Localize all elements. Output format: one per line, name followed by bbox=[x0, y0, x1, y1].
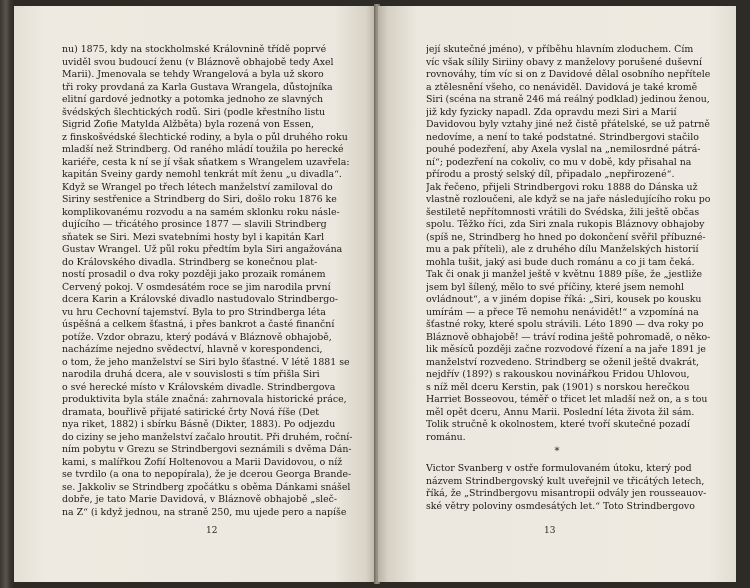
text-line: narodila druhá dcera, ale v souvislosti s tím přišla Siri bbox=[62, 369, 320, 380]
text-line: Sigrid Žofie Matylda Alžběta) byla rozená von Essen, bbox=[62, 119, 314, 130]
text-line: říká, že „Strindbergovu misantropii odvály jen rousseauov- bbox=[426, 488, 707, 499]
text-line: Gustav Wrangel. Už půl roku předtím byla Siri angažována bbox=[62, 244, 343, 255]
text-line: šťastné roky, které spolu strávili. Léto 1890 — dva roky po bbox=[426, 319, 704, 330]
text-line: švédských šlechtických rodů. Siri (podle křestního listu bbox=[62, 106, 326, 118]
text-line: se. Jakkoliv se Strindberg zpočátku s oběma Dánkami snášel bbox=[62, 481, 351, 493]
text-line: na Z“ (i když jednou, na straně 250, mu ujede pero a napíše bbox=[62, 506, 347, 518]
text-line: o své herecké místo v Královském divadle. Strindbergova bbox=[62, 381, 336, 393]
text-line: z finskošvédské šlechtické rodiny, a byla o půl druhého roku bbox=[62, 131, 348, 143]
left-page-number: 12 bbox=[206, 526, 218, 536]
text-line: Siriny sestřenice a Strindberg do Siri, došlo roku 1876 ke bbox=[62, 194, 337, 205]
text-line: kariéře, cesta k ní se jí však sňatkem s Wrangelem uzavřela: bbox=[62, 156, 350, 168]
right-page-text bbox=[426, 44, 710, 444]
right-page bbox=[378, 6, 736, 582]
text-line: mu a pak příteli), ale z druhého dílu Manželských historií bbox=[426, 244, 699, 255]
text-line: spolu. Těžko říci, zda Siri znala rukopis Bláznovy obhajoby bbox=[426, 219, 705, 230]
text-line: rovnováhy, tím víc si on z Davidové dělal osobního nepřítele bbox=[426, 69, 710, 80]
text-line: se tvrdilo (a ona to nepopírala), že je dcerou Georga Brande- bbox=[62, 469, 352, 480]
text-line: Siri (scéna na straně 246 má reálný podklad) jedinou ženou, bbox=[426, 94, 710, 105]
text-line: tři roky provdaná za Karla Gustava Wrangela, důstojníka bbox=[62, 81, 333, 93]
text-line: uviděl svou budoucí ženu (v Bláznově obhajobě tedy Axel bbox=[62, 56, 334, 68]
text-line: kapitán Sveiny gardy nemohl tenkrát mít ženu „u divadla“. bbox=[62, 169, 342, 180]
text-line: nu) 1875, kdy na stockholmské Královnině třídě poprvé bbox=[62, 44, 327, 55]
text-line: Marii). Jmenovala se tehdy Wrangelová a byla už skoro bbox=[62, 69, 324, 80]
text-line: Harriet Bosseovou, téměř o třicet let mladší než on, a s tou bbox=[426, 394, 708, 405]
text-line: vlastně rozloučeni, ale když se na jaře následujícího roku po bbox=[426, 194, 710, 205]
text-line: dcera Karin a Královské divadlo nastudovalo Strindbergo- bbox=[62, 294, 339, 305]
text-line: Tolik stručně k okolnostem, které tvoří skutečné pozadí bbox=[426, 419, 691, 430]
text-line: dramata, bouřlivě přijaté satirické črty Nová říše (Det bbox=[62, 406, 320, 418]
left-page-text bbox=[62, 44, 352, 519]
text-line: měl opět dceru, Annu Marii. Poslední léta života žil sám. bbox=[426, 406, 695, 418]
text-line: mladší než Strindberg. Od raného mládí toužila po herecké bbox=[62, 144, 344, 155]
text-line: šestiletě nepřítomnosti vrátili do Švédska, žili ještě občas bbox=[426, 206, 700, 218]
text-line: potíže. Vzdor obrazu, který podává v Bláznově obhajobě, bbox=[62, 331, 332, 343]
text-line: ní“; podezření na cokoliv, co mu v době, kdy přisahal na bbox=[426, 156, 692, 168]
text-line: elitní gardové jednotky a potomka jednoho ze slavných bbox=[62, 94, 324, 105]
text-line: do Královského divadla. Strindberg se konečnou plat- bbox=[62, 256, 318, 268]
text-line: kami, s malířkou Žofií Holtenovou a Marii Davidovou, o níž bbox=[62, 456, 343, 468]
text-line: manželství rozvedeno. Strindberg se oženil ještě dvakrát, bbox=[426, 356, 699, 368]
text-line: ské větry poloviny osmdesátých let.“ Toto Strindbergovo bbox=[426, 500, 695, 512]
text-line: úspěšná a celkem šťastná, i přes bankrot a časté finanční bbox=[62, 319, 335, 330]
right-page-text-continued bbox=[426, 463, 710, 513]
text-line: sňatek se Siri. Mezi svatebními hosty byl i kapitán Karl bbox=[62, 231, 325, 243]
text-line: Červený pokoj. V osmdesátém roce se jim narodila první bbox=[62, 281, 331, 293]
text-line: do ciziny se jeho manželství začalo hroutit. Při druhém, roční- bbox=[62, 431, 352, 443]
text-line: a ztělesnění všeho, co nenáviděl. Davidová je také kromě bbox=[426, 81, 698, 93]
text-line: dujícího — třicátého prosince 1877 — slavili Strindberg bbox=[62, 219, 327, 230]
text-line: ním pobytu v Grezu se Strindbergovi seznámili s dvěma Dán- bbox=[62, 444, 352, 455]
text-line: lik měsíců později začne rozvodové řízení a na jaře 1891 je bbox=[426, 344, 706, 355]
left-page bbox=[14, 6, 376, 582]
text-line: nejdřív (189?) s rakouskou novinářkou Fridou Uhlovou, bbox=[426, 369, 690, 380]
text-line: nacházíme nejedno svědectví, hlavně v korespondenci, bbox=[62, 344, 323, 355]
text-line: umírám — a přece Tě nemohu nenávidět!“ a vzpomíná na bbox=[426, 306, 699, 318]
text-line: o tom, že jeho manželství se Siri bylo šťastné. V létě 1881 se bbox=[62, 356, 350, 368]
text-line: nya riket, 1882) i sbírku Básně (Dikter, 1883). Po odjezdu bbox=[62, 419, 336, 430]
text-line: (spíš ne, Strindberg ho hned po dokončení svěřil příbuzné- bbox=[426, 231, 706, 243]
text-line: víc však sílily Siriiny obavy z manželovy porušené duševní bbox=[426, 56, 702, 68]
text-line: Victor Svanberg v ostře formulovaném útoku, který pod bbox=[426, 463, 692, 474]
text-line: Jak řečeno, přijeli Strindbergovi roku 1888 do Dánska už bbox=[426, 181, 698, 193]
text-line: názvem Strindbergovský kult uveřejnil ve třicátých letech, bbox=[426, 475, 705, 487]
text-line: její skutečné jméno), v příběhu hlavním zloduchem. Čím bbox=[426, 44, 694, 55]
text-line: ností prosadil o dva roky později jako prozaik románem bbox=[62, 269, 326, 280]
text-line: ovládnout“, a v jiném dopise říká: „Siri, kousek po kousku bbox=[426, 294, 702, 305]
text-line: pouhé podezření, aby Axela vyslal na „nemilosrdné pátrá- bbox=[426, 144, 701, 155]
text-line: s níž měl dceru Kerstin, pak (1901) s norskou herečkou bbox=[426, 381, 690, 393]
text-line: Tak či onak ji manžel ještě v květnu 1889 píše, že „jestliže bbox=[426, 269, 702, 280]
text-line: románu. bbox=[426, 431, 466, 443]
text-line: mohla tušit, jaký asi bude duch románu a co ji tam čeká. bbox=[426, 256, 695, 268]
text-line: přírodu a prostý selský díl, připadalo „nepřirozené“. bbox=[426, 169, 675, 180]
text-line: komplikovanému rozvodu a na samém sklonku roku násle- bbox=[62, 206, 340, 218]
text-line: nedovíme, a není to také podstatné. Strindbergovi stačilo bbox=[426, 131, 699, 143]
right-page-number: 13 bbox=[544, 526, 556, 536]
text-line: Když se Wrangel po třech létech manželství zamiloval do bbox=[62, 181, 333, 193]
text-line: vu hru Cechovní tajemství. Byla to pro Strindberga léta bbox=[62, 306, 326, 318]
text-line: dobře, je tato Marie Davidová, v Bláznově obhajobě „sleč- bbox=[62, 494, 338, 505]
text-line: jsem byl šílený, mělo to své příčiny, které jsem nemohl bbox=[426, 281, 684, 293]
text-line: již kdy fyzicky napadl. Zda opravdu mezi Siri a Marií bbox=[426, 106, 677, 118]
text-line: Davidovou byly vztahy jiné než čistě přátelské, se už patrně bbox=[426, 119, 710, 130]
text-line: Bláznově obhajobě! — tráví rodina ještě pohromadě, o něko- bbox=[426, 331, 710, 343]
section-separator: * bbox=[554, 446, 560, 457]
text-line: produktivita byla stále značná: zahrnovala historické práce, bbox=[62, 394, 347, 405]
